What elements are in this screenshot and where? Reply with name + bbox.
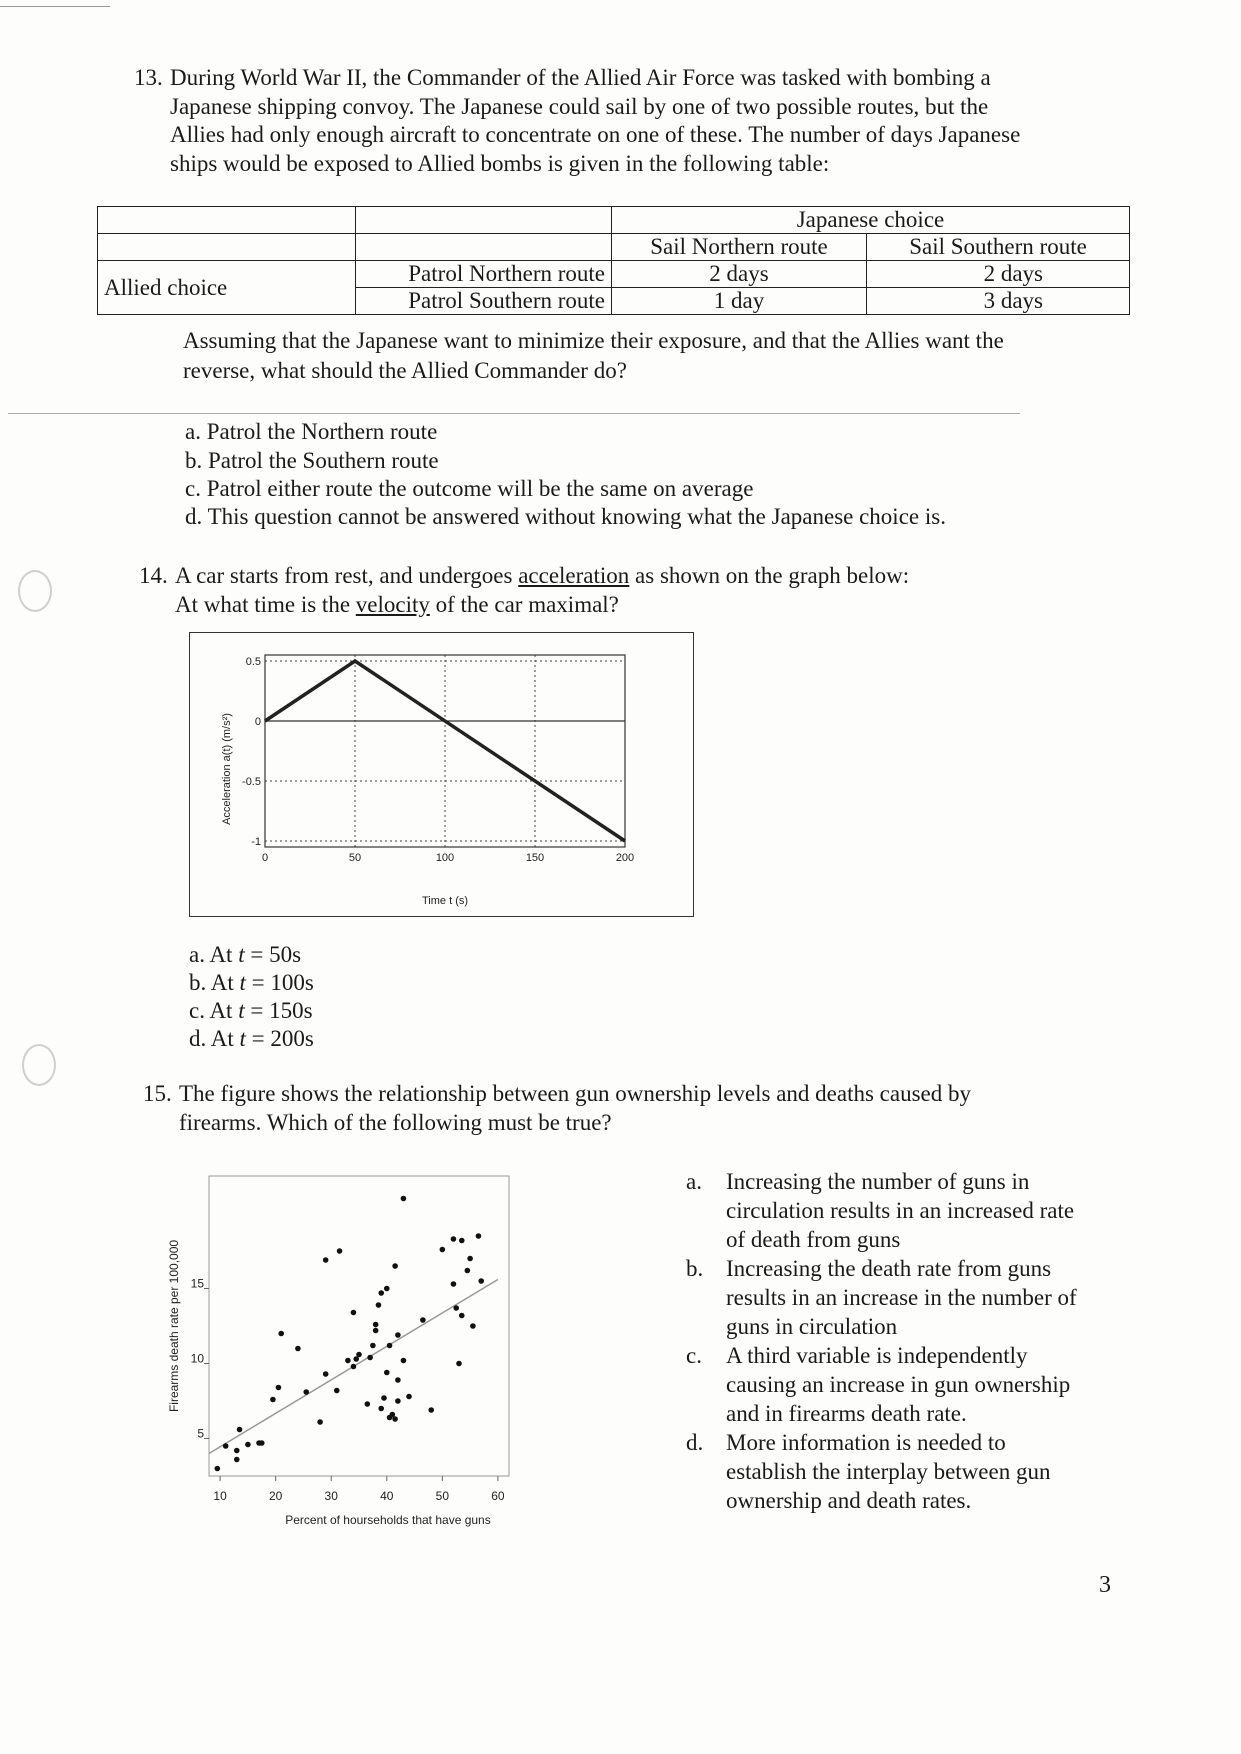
x-tick-label: 30 xyxy=(324,1489,338,1503)
scatter-point xyxy=(303,1389,309,1395)
scatter-point xyxy=(387,1343,393,1349)
scan-rule-top xyxy=(0,6,110,7)
y-tick-label: 0.5 xyxy=(245,656,261,668)
scatter-point xyxy=(440,1247,446,1253)
y-axis-label: Acceleration a(t) (m/s²) xyxy=(221,713,233,825)
q13-option-a: a. Patrol the Northern route xyxy=(185,419,438,444)
col-header-south: Sail Southern route xyxy=(867,234,1130,261)
acceleration-chart-frame xyxy=(189,632,694,917)
q13-followup-line: reverse, what should the Allied Commander do? xyxy=(183,358,627,383)
scatter-point xyxy=(459,1238,465,1244)
x-tick-label: 100 xyxy=(435,852,455,864)
x-tick-label: 50 xyxy=(435,1489,450,1503)
q15-option-b: b. Increasing the death rate from guns results in an increase in the number of guns in circulation xyxy=(686,1256,1077,1339)
q13-line: Allies had only enough aircraft to concentrate on one of these. The number of days Japanese xyxy=(170,122,1021,147)
japanese-choice-header: Japanese choice xyxy=(612,207,1130,234)
scatter-point xyxy=(323,1371,329,1377)
row-header-south: Patrol Southern route xyxy=(356,288,612,315)
table-row xyxy=(98,234,1130,261)
x-tick-label: 10 xyxy=(213,1489,227,1503)
y-tick-label: 5 xyxy=(197,1426,204,1441)
table-cell: 2 days xyxy=(612,261,867,288)
velocity-underlined: velocity xyxy=(355,591,430,617)
x-tick-label: 60 xyxy=(491,1489,505,1503)
q15-options xyxy=(686,1167,1196,1515)
q13-option-d: d. This question cannot be answered without knowing what the Japanese choice is. xyxy=(185,504,946,529)
scatter-point xyxy=(384,1286,390,1292)
scatter-point xyxy=(456,1361,462,1367)
scatter-point xyxy=(373,1322,379,1328)
scatter-point xyxy=(420,1317,426,1323)
scatter-point xyxy=(453,1305,459,1311)
y-tick-label: 15 xyxy=(190,1276,204,1291)
scatter-point xyxy=(478,1278,484,1284)
question-13-text xyxy=(170,64,1020,178)
q13-followup-line: Assuming that the Japanese want to minimize their exposure, and that the Allies want the xyxy=(183,328,1004,353)
q15-line: The figure shows the relationship between gun ownership levels and deaths caused by xyxy=(179,1081,972,1106)
chart-tick-labels xyxy=(191,1277,505,1504)
y-tick-label: -0.5 xyxy=(242,776,261,788)
scatter-point xyxy=(295,1346,301,1352)
question-14 xyxy=(139,562,1039,622)
question-13-number: 13. xyxy=(134,65,163,90)
scatter-point xyxy=(470,1323,476,1329)
scatter-point xyxy=(234,1448,240,1454)
scatter-point xyxy=(467,1256,473,1262)
question-14-number: 14. xyxy=(139,563,168,588)
scatter-point xyxy=(337,1248,343,1254)
q13-option-b: b. Patrol the Southern route xyxy=(185,448,439,473)
scatter-point xyxy=(451,1236,457,1242)
scatter-point xyxy=(270,1397,276,1403)
scatter-point xyxy=(381,1395,387,1401)
question-14-text xyxy=(175,562,909,619)
q13-followup xyxy=(183,326,1004,386)
q14-line-1: A car starts from rest, and undergoes acceleration as shown on the graph below: xyxy=(175,563,910,588)
x-tick-label: 40 xyxy=(380,1489,394,1503)
scatter-point xyxy=(401,1196,407,1202)
scatter-point xyxy=(237,1427,243,1433)
scatter-point xyxy=(323,1257,329,1263)
q14-option-b: b. At t = 100s xyxy=(189,970,314,995)
scatter-point xyxy=(373,1328,379,1334)
question-15-text xyxy=(179,1080,971,1137)
x-tick-label: 150 xyxy=(525,852,545,864)
x-axis-label: Time t (s) xyxy=(421,895,469,907)
scatter-point xyxy=(428,1407,434,1413)
question-15 xyxy=(143,1080,1093,1140)
scatter-point xyxy=(367,1355,373,1361)
q14-option-d: d. At t = 200s xyxy=(189,1026,314,1051)
punch-hole-1 xyxy=(18,570,52,612)
page-number: 3 xyxy=(1099,1572,1111,1598)
q15-option-c: c. A third variable is independently causing an increase in gun ownership and in firearms death rate. xyxy=(686,1343,1071,1426)
y-tick-label: 10 xyxy=(190,1351,204,1366)
acceleration-chart xyxy=(190,633,693,916)
plot-area-border xyxy=(209,1176,509,1476)
table-cell: 2 days xyxy=(867,261,1130,288)
scatter-point xyxy=(234,1457,240,1463)
scatter-point xyxy=(356,1352,362,1358)
scatter-point xyxy=(365,1401,371,1407)
scatter-point xyxy=(334,1388,340,1394)
scatter-point xyxy=(401,1358,407,1364)
scatter-points xyxy=(215,1196,484,1472)
scatter-point xyxy=(476,1233,482,1239)
scatter-point xyxy=(245,1442,251,1448)
x-tick-label: 20 xyxy=(268,1489,283,1503)
q13-line: During World War II, the Commander of the Allied Air Force was tasked with bombing a xyxy=(170,65,991,90)
scatter-point xyxy=(451,1281,457,1287)
scatter-point xyxy=(392,1263,398,1269)
q14-option-a: a. At t = 50s xyxy=(189,942,302,967)
scatter-point xyxy=(384,1370,390,1376)
punch-hole-2 xyxy=(22,1044,56,1086)
y-axis-label: Firearms death rate per 100,000 xyxy=(167,1239,181,1413)
scatter-point xyxy=(345,1358,351,1364)
q13-line: ships would be exposed to Allied bombs is given in the following table: xyxy=(170,150,830,176)
q14-line-2: At what time is the velocity of the car maximal? xyxy=(175,591,619,617)
scatter-point xyxy=(459,1313,465,1319)
scan-rule-divider xyxy=(8,413,1020,414)
question-13 xyxy=(134,64,1134,184)
scatter-point xyxy=(376,1302,382,1308)
scatter-point xyxy=(378,1406,384,1412)
table-cell: 3 days xyxy=(867,288,1130,315)
y-tick-label: -1 xyxy=(251,836,261,848)
row-header-north: Patrol Northern route xyxy=(356,261,612,288)
scatter-point xyxy=(370,1343,376,1349)
payoff-table xyxy=(97,206,1130,315)
q15-line: firearms. Which of the following must be true? xyxy=(179,1109,612,1135)
x-tick-label: 0 xyxy=(261,852,269,864)
scatter-point xyxy=(395,1377,401,1383)
gun-ownership-scatter-chart xyxy=(160,1166,560,1528)
scatter-point xyxy=(317,1419,323,1425)
x-tick-label: 50 xyxy=(348,852,362,864)
scatter-point xyxy=(351,1364,357,1370)
scatter-point xyxy=(465,1268,471,1274)
q15-option-d: d. More information is needed to establish the interplay between gun ownership and death rates. xyxy=(686,1430,1051,1513)
scatter-point xyxy=(395,1398,401,1404)
question-15-number: 15. xyxy=(143,1081,172,1106)
q15-option-a: a. Increasing the number of guns in circulation results in an increased rate of death from guns xyxy=(686,1169,1075,1252)
scatter-point xyxy=(406,1394,412,1400)
scatter-point xyxy=(351,1310,357,1316)
table-row xyxy=(98,207,1130,234)
col-header-north: Sail Northern route xyxy=(612,234,867,261)
scatter-point xyxy=(215,1466,221,1472)
scatter-point xyxy=(259,1440,265,1446)
chart-tick-labels xyxy=(242,656,634,864)
scatter-point xyxy=(378,1290,384,1296)
q13-line: Japanese shipping convoy. The Japanese could sail by one of two possible routes, but the xyxy=(170,93,989,119)
acceleration-underlined: acceleration xyxy=(518,563,630,588)
scatter-point xyxy=(392,1416,398,1422)
scatter-point xyxy=(276,1385,282,1391)
q13-option-c: c. Patrol either route the outcome will be the same on average xyxy=(185,476,754,501)
scatter-point xyxy=(278,1331,284,1337)
q14-option-c: c. At t = 150s xyxy=(189,998,313,1023)
allied-choice-label: Allied choice xyxy=(98,261,356,315)
x-tick-label: 200 xyxy=(615,852,635,864)
table-cell: 1 day xyxy=(612,288,867,315)
scatter-point xyxy=(395,1332,401,1338)
scatter-point xyxy=(223,1443,229,1449)
y-tick-label: 0 xyxy=(254,716,261,728)
x-axis-label: Percent of hourseholds that have guns xyxy=(285,1513,491,1527)
table-row xyxy=(98,261,1130,288)
